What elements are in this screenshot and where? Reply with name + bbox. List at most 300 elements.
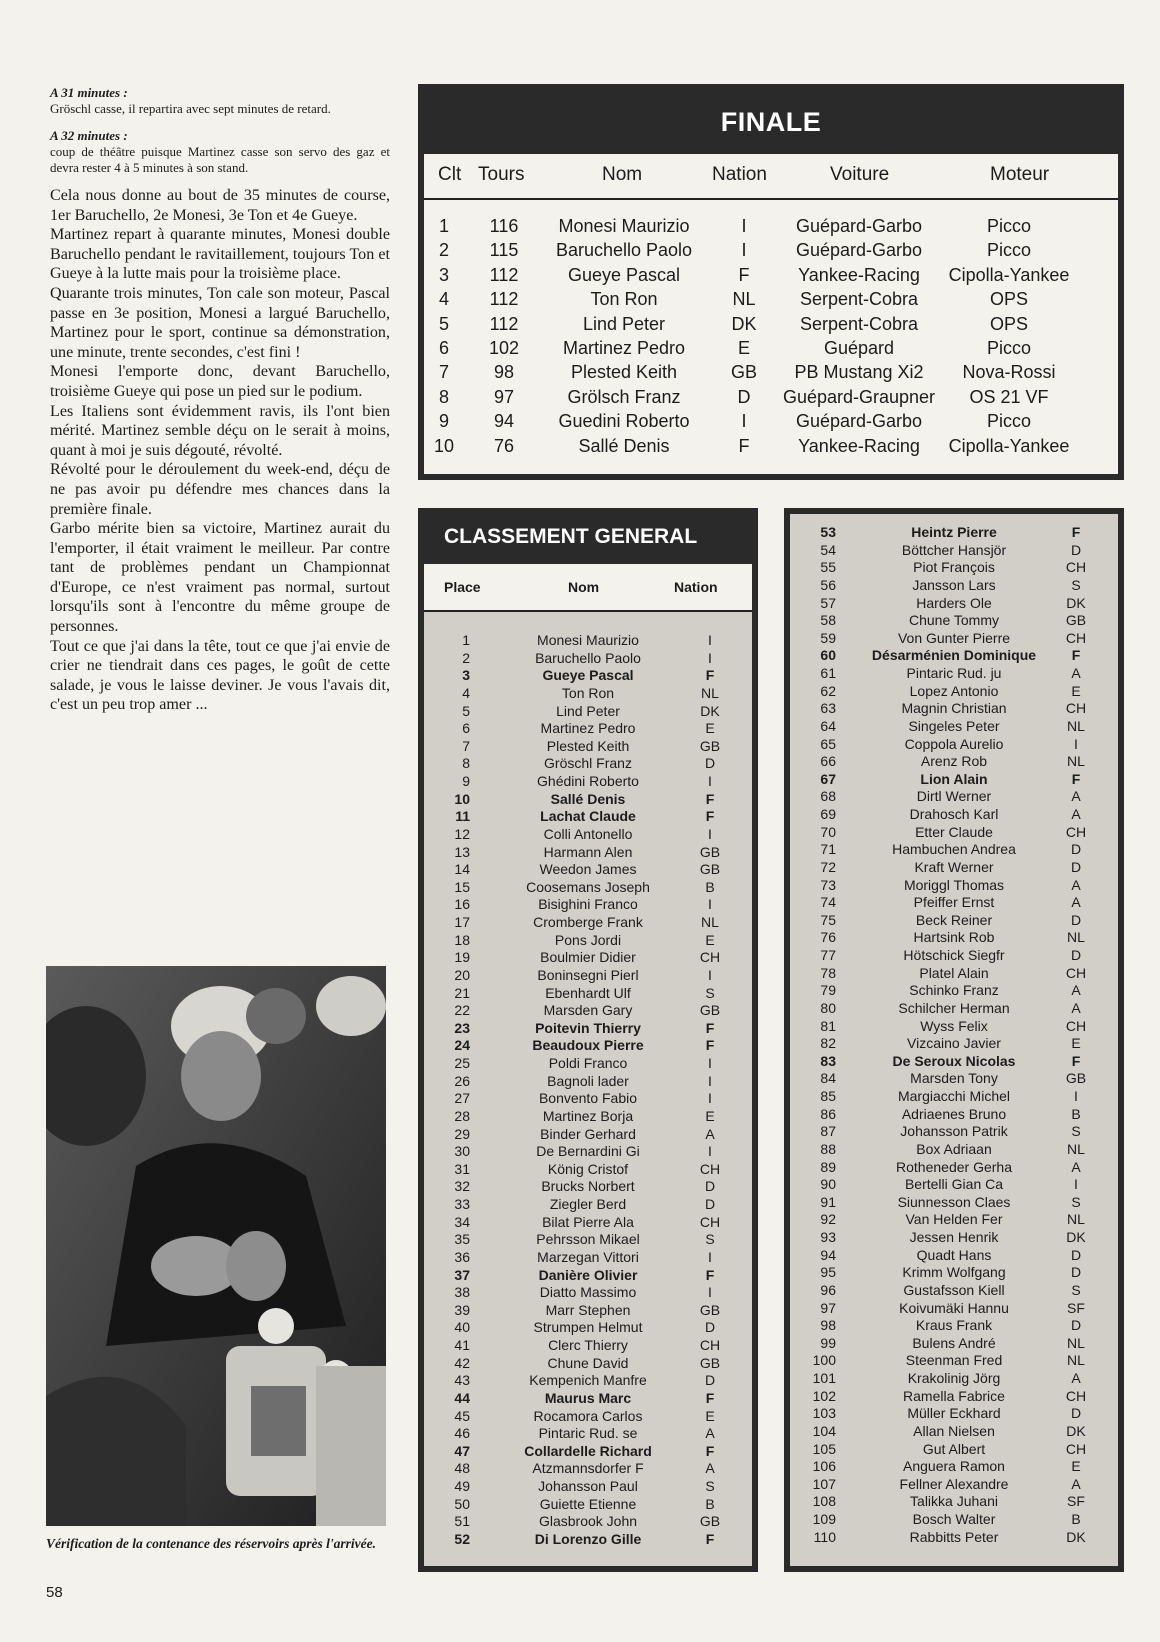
classement-nation: F <box>1071 1052 1081 1069</box>
classement-row <box>424 932 752 950</box>
classement-nation: S <box>1071 1281 1081 1298</box>
paragraph: Tout ce que j'ai dans la tête, tout ce que j'ai envie de crier ne tiendrait dans ces pages, le goût de cette salade, je vous le laisse deviner. Je vous l'avais dit, c'est un peu trop amer ... <box>50 637 390 714</box>
classement-nation: CH <box>699 949 721 966</box>
classement-place: 77 <box>820 947 836 963</box>
classement-name: Ton Ron <box>561 684 615 701</box>
classement-nation: B <box>1071 1511 1081 1527</box>
classement-row <box>424 1108 752 1126</box>
classement-place: 61 <box>820 665 836 681</box>
classement-name: Danière Olivier <box>538 1266 638 1283</box>
classement-place: 30 <box>454 1143 470 1160</box>
classement-row <box>424 1214 752 1232</box>
classement-row <box>424 1231 752 1249</box>
classement-row <box>790 700 1118 718</box>
classement-name: Gut Albert <box>922 1440 986 1457</box>
finale-cell-nation: F <box>738 264 750 285</box>
finale-cell-nation: D <box>737 386 751 407</box>
classement-row <box>790 753 1118 771</box>
classement-row <box>790 1370 1118 1388</box>
finale-cell-clt: 10 <box>433 435 455 456</box>
classement-row <box>790 894 1118 912</box>
classement-place: 50 <box>454 1495 470 1512</box>
classement-name: Lind Peter <box>556 702 620 719</box>
classement-name: Colli Antonello <box>543 825 633 842</box>
classement-place: 60 <box>820 647 836 664</box>
classement-place: 8 <box>462 755 470 772</box>
classement-name: Hambuchen Andrea <box>892 841 1016 858</box>
classement-name: Rocamora Carlos <box>533 1407 643 1424</box>
classement-row <box>790 806 1118 824</box>
classement-nation: GB <box>699 1354 721 1371</box>
classement-row <box>424 985 752 1003</box>
classement-row <box>790 1423 1118 1441</box>
classement-place: 34 <box>454 1213 470 1230</box>
classement-place: 106 <box>812 1458 836 1475</box>
photo-illustration <box>46 966 386 1526</box>
classement-table-2 <box>790 514 1118 1566</box>
classement-place: 100 <box>812 1352 836 1369</box>
classement-name: Schinko Franz <box>909 982 999 999</box>
classement-place: 4 <box>462 684 470 701</box>
classement-place: 91 <box>820 1193 836 1210</box>
classement-nation: I <box>1074 1088 1078 1104</box>
finale-cell-voiture: Guépard-Garbo <box>795 240 923 261</box>
classement-nation: DK <box>1066 1229 1086 1245</box>
classement-place: 47 <box>454 1442 470 1459</box>
classement-nation: A <box>1071 982 1081 999</box>
note-time-1: A 31 minutes : <box>50 85 128 100</box>
classement-nation: B <box>705 878 715 895</box>
classement-name: Poitevin Thierry <box>535 1019 641 1036</box>
finale-title: FINALE <box>720 107 822 137</box>
classement-name: Sallé Denis <box>550 790 626 807</box>
classement-place: 78 <box>820 964 836 981</box>
classement-place: 84 <box>820 1070 836 1087</box>
classement-name: Harmann Alen <box>543 843 633 860</box>
classement-name: Beaudoux Pierre <box>532 1037 644 1054</box>
classement-nation: I <box>708 1143 712 1160</box>
article-column <box>50 84 390 715</box>
classement-row <box>790 1123 1118 1141</box>
classement-row <box>790 1088 1118 1106</box>
classement-place: 21 <box>454 984 470 1001</box>
classement-nation: S <box>705 1478 715 1494</box>
classement-header-row <box>424 564 752 612</box>
finale-row <box>424 336 1118 360</box>
classement-name: Bilat Pierre Ala <box>542 1213 634 1230</box>
classement-place: 102 <box>812 1387 836 1404</box>
classement-place: 94 <box>820 1246 836 1263</box>
classement-name: Moriggl Thomas <box>903 876 1005 893</box>
classement-name: Boulmier Didier <box>540 949 636 966</box>
classement-row <box>790 1176 1118 1194</box>
classement-nation: F <box>705 667 715 684</box>
classement-place: 105 <box>812 1440 836 1457</box>
classement-nation: F <box>705 790 715 807</box>
classement-nation: F <box>705 1037 715 1054</box>
classement-name: Johansson Patrik <box>900 1123 1008 1140</box>
classement-name: De Seroux Nicolas <box>892 1052 1016 1069</box>
classement-nation: S <box>1071 1123 1081 1140</box>
classement-nation: A <box>1071 1370 1081 1386</box>
classement-name: Binder Gerhard <box>540 1125 636 1142</box>
classement-name: Clerc Thierry <box>548 1337 628 1353</box>
classement-row <box>424 1073 752 1091</box>
classement-name: Collardelle Richard <box>524 1442 652 1459</box>
classement-nation: I <box>708 896 712 913</box>
finale-cell-voiture: Guépard-Garbo <box>795 216 923 236</box>
classement-nation: A <box>1071 1158 1081 1175</box>
finale-cell-nom: Gueye Pascal <box>567 264 681 285</box>
classement-place: 108 <box>812 1493 836 1510</box>
finale-cell-clt: 3 <box>438 264 449 285</box>
classement-place: 65 <box>820 735 836 752</box>
classement-nation: NL <box>1067 1140 1085 1157</box>
classement-nation: CH <box>1065 629 1087 646</box>
classement-name: Di Lorenzo Gille <box>534 1530 642 1547</box>
classement-nation: NL <box>701 684 719 701</box>
classement-row <box>424 861 752 879</box>
classement-nation: NL <box>1067 929 1085 946</box>
classement-name: Pintaric Rud. ju <box>906 665 1002 681</box>
classement-name: Cromberge Frank <box>533 914 643 930</box>
finale-cell-nom: Martinez Pedro <box>562 337 686 358</box>
classement-name: Chune David <box>547 1354 629 1371</box>
header-nation: Nation <box>674 579 718 595</box>
classement-row <box>790 559 1118 577</box>
classement-place: 54 <box>820 541 836 558</box>
classement-row <box>790 542 1118 560</box>
finale-cell-tours: 76 <box>493 435 515 456</box>
classement-row <box>790 718 1118 736</box>
finale-row <box>424 287 1118 311</box>
classement-name: Lopez Antonio <box>909 682 999 699</box>
classement-table <box>424 564 752 1566</box>
classement-place: 43 <box>454 1372 470 1389</box>
classement-nation: CH <box>1065 964 1087 981</box>
finale-cell-nom: Lind Peter <box>582 313 666 334</box>
classement-name: Piot François <box>913 559 995 576</box>
classement-row <box>424 826 752 844</box>
classement-row <box>790 1229 1118 1247</box>
classement-nation: E <box>705 931 715 948</box>
classement-row <box>790 1194 1118 1212</box>
classement-place: 52 <box>454 1530 470 1547</box>
classement-place: 87 <box>820 1123 836 1140</box>
page-number: 58 <box>46 1584 63 1601</box>
classement-nation: F <box>705 1266 715 1283</box>
classement-name: Boninsegni Pierl <box>537 966 639 983</box>
classement-place: 13 <box>454 843 470 860</box>
classement-nation: GB <box>699 1002 721 1019</box>
classement-name: Harders Ole <box>916 594 992 611</box>
classement-row <box>790 1405 1118 1423</box>
classement-row <box>424 1178 752 1196</box>
classement-nation: I <box>708 966 712 983</box>
classement-name: Steenman Fred <box>905 1352 1003 1369</box>
classement-place: 57 <box>820 594 836 611</box>
classement-row <box>790 1476 1118 1494</box>
paragraph: Martinez repart à quarante minutes, Monesi double Baruchello pendant le ravitaillement, toujours Ton et Gueye à la lutte mais pour la troisième place. <box>50 226 390 283</box>
classement-name: Guiette Etienne <box>539 1495 637 1512</box>
classement-name: Glasbrook John <box>538 1513 638 1530</box>
classement-place: 45 <box>454 1407 470 1424</box>
article-body <box>50 186 390 715</box>
finale-cell-nom: Monesi Maurizio <box>558 216 690 236</box>
classement-nation: CH <box>699 1213 721 1230</box>
classement-name: Rotheneder Gerha <box>896 1158 1012 1175</box>
classement-place: 83 <box>820 1052 836 1069</box>
classement-row <box>790 736 1118 754</box>
classement-nation: NL <box>1067 1352 1085 1369</box>
classement-title: CLASSEMENT GENERAL <box>444 525 698 548</box>
classement-place: 42 <box>454 1354 470 1371</box>
classement-list-1 <box>424 612 752 1549</box>
classement-nation: CH <box>699 1160 721 1177</box>
classement-nation: D <box>1070 911 1082 928</box>
classement-row <box>790 1317 1118 1335</box>
header-nation: Nation <box>712 164 767 185</box>
classement-place: 92 <box>820 1211 836 1228</box>
classement-row <box>790 929 1118 947</box>
classement-name: Adriaenes Bruno <box>901 1105 1007 1122</box>
finale-cell-voiture: Yankee-Racing <box>798 435 920 456</box>
classement-place: 40 <box>454 1319 470 1336</box>
finale-cell-voiture: PB Mustang Xi2 <box>794 362 924 383</box>
finale-cell-moteur: Picco <box>986 240 1031 261</box>
classement-name: Wyss Felix <box>920 1017 988 1034</box>
classement-place: 22 <box>454 1002 470 1019</box>
classement-name: Dirtl Werner <box>916 788 992 805</box>
finale-cell-tours: 112 <box>489 313 519 334</box>
classement-row <box>424 1267 752 1285</box>
classement-nation: DK <box>1066 594 1086 611</box>
classement-row <box>424 1531 752 1549</box>
finale-row <box>424 434 1118 458</box>
finale-cell-voiture: Serpent-Cobra <box>799 289 919 310</box>
classement-nation: A <box>1071 1475 1081 1492</box>
classement-nation: I <box>708 632 712 648</box>
classement-row <box>790 965 1118 983</box>
classement-place: 9 <box>462 773 470 789</box>
classement-nation: A <box>1071 999 1081 1016</box>
classement-name: Pons Jordi <box>554 931 622 948</box>
classement-nation: E <box>705 1407 715 1424</box>
classement-nation: DK <box>1066 1528 1086 1545</box>
classement-nation: D <box>1070 947 1082 963</box>
classement-place: 17 <box>454 914 470 930</box>
classement-row <box>424 879 752 897</box>
classement-place: 37 <box>454 1266 470 1283</box>
classement-nation: CH <box>1065 559 1087 576</box>
finale-cell-moteur: OPS <box>989 313 1028 334</box>
classement-name: Hartsink Rob <box>913 929 995 946</box>
classement-row <box>424 1126 752 1144</box>
classement-place: 49 <box>454 1478 470 1494</box>
classement-name: Singeles Peter <box>908 717 1000 734</box>
photo-caption: Vérification de la contenance des réservoirs après l'arrivée. <box>46 1536 376 1551</box>
classement-row <box>424 1496 752 1514</box>
finale-cell-tours: 116 <box>489 216 519 236</box>
classement-name: Pfeiffer Ernst <box>913 894 995 911</box>
classement-row <box>424 1002 752 1020</box>
classement-place: 39 <box>454 1301 470 1318</box>
classement-row <box>790 1264 1118 1282</box>
classement-name: Von Gunter Pierre <box>897 629 1011 646</box>
classement-row <box>790 1070 1118 1088</box>
classement-row <box>424 1090 752 1108</box>
classement-row <box>790 824 1118 842</box>
classement-place: 110 <box>813 1528 836 1545</box>
finale-cell-voiture: Guépard-Garbo <box>795 411 923 432</box>
classement-place: 31 <box>454 1160 470 1177</box>
classement-place: 101 <box>812 1370 836 1386</box>
classement-nation: S <box>1071 576 1081 593</box>
classement-place: 88 <box>820 1140 836 1157</box>
classement-name: Etter Claude <box>915 823 993 840</box>
classement-name: Atzmannsdorfer F <box>532 1460 644 1477</box>
classement-place: 10 <box>454 790 470 807</box>
classement-name: Bosch Walter <box>912 1511 996 1527</box>
classement-name: Bulens André <box>912 1334 996 1351</box>
classement-place: 27 <box>454 1090 470 1107</box>
classement-place: 26 <box>454 1072 470 1089</box>
classement-nation: GB <box>1065 612 1087 629</box>
classement-row <box>790 630 1118 648</box>
classement-nation: F <box>1071 524 1081 540</box>
classement-row <box>790 524 1118 542</box>
classement-row <box>424 1390 752 1408</box>
finale-row <box>424 385 1118 409</box>
classement-name: Marsden Gary <box>543 1002 633 1019</box>
classement-row <box>424 650 752 668</box>
finale-cell-nation: GB <box>730 362 757 383</box>
header-nom: Nom <box>602 164 643 185</box>
classement-name: Schilcher Herman <box>898 999 1010 1016</box>
classement-name: Bagnoli lader <box>547 1072 629 1089</box>
classement-nation: NL <box>1067 1334 1085 1351</box>
classement-nation: F <box>705 1442 715 1459</box>
classement-name: Hötschick Siegfr <box>903 947 1005 963</box>
classement-nation: A <box>705 1125 715 1142</box>
classement-place: 32 <box>454 1178 470 1195</box>
classement-nation: I <box>708 1055 712 1071</box>
classement-name: Müller Eckhard <box>907 1405 1001 1422</box>
classement-place: 75 <box>820 911 836 928</box>
finale-cell-nation: DK <box>731 313 757 334</box>
finale-row <box>424 263 1118 287</box>
classement-row <box>424 703 752 721</box>
classement-place: 38 <box>454 1284 470 1301</box>
classement-name: Box Adriaan <box>916 1140 992 1157</box>
note-time-2: A 32 minutes : <box>50 128 128 143</box>
classement-name: Fellner Alexandre <box>899 1475 1009 1492</box>
classement-row <box>790 982 1118 1000</box>
finale-cell-voiture: Guépard <box>823 337 895 358</box>
classement-place: 14 <box>454 861 470 878</box>
classement-row <box>790 577 1118 595</box>
classement-name: König Cristof <box>547 1160 629 1177</box>
finale-cell-nom: Ton Ron <box>590 289 658 310</box>
finale-row <box>424 409 1118 433</box>
classement-row <box>790 1018 1118 1036</box>
finale-cell-clt: 8 <box>438 386 449 407</box>
classement-nation: NL <box>1067 753 1085 770</box>
classement-row <box>424 1196 752 1214</box>
classement-place: 95 <box>820 1264 836 1281</box>
classement-name: Krimm Wolfgang <box>902 1264 1006 1281</box>
classement-place: 73 <box>820 876 836 893</box>
classement-nation: A <box>1071 665 1081 681</box>
classement-nation: D <box>704 1196 716 1212</box>
classement-nation: GB <box>699 1301 721 1318</box>
classement-row <box>790 1511 1118 1529</box>
classement-place: 76 <box>820 929 836 946</box>
classement-nation: CH <box>699 1337 721 1353</box>
classement-place: 18 <box>454 931 470 948</box>
classement-row <box>424 1443 752 1461</box>
classement-nation: I <box>708 649 712 666</box>
classement-name: Krakolinig Jörg <box>907 1370 1001 1386</box>
classement-nation: D <box>1070 1317 1082 1334</box>
classement-row <box>424 667 752 685</box>
classement-place: 107 <box>812 1475 836 1492</box>
paragraph: Quarante trois minutes, Ton cale son moteur, Pascal passe en 3e position, Monesi a largué Baruchello, Martinez pour le sport, continue sa démonstration, une minute, trente secondes, c'est fini ! <box>50 284 390 361</box>
finale-cell-clt: 4 <box>438 289 449 310</box>
classement-place: 11 <box>455 808 470 825</box>
classement-place: 44 <box>454 1389 470 1406</box>
classement-place: 90 <box>820 1176 836 1193</box>
finale-cell-clt: 1 <box>438 216 449 236</box>
classement-place: 29 <box>454 1125 470 1142</box>
classement-row <box>790 665 1118 683</box>
classement-nation: F <box>705 808 715 825</box>
classement-place: 97 <box>820 1299 836 1316</box>
classement-row <box>424 1460 752 1478</box>
classement-place: 103 <box>812 1405 836 1422</box>
classement-place: 46 <box>454 1425 470 1442</box>
classement-name: Plested Keith <box>546 737 630 754</box>
classement-nation: I <box>708 1072 712 1089</box>
classement-place: 104 <box>812 1422 836 1439</box>
classement-nation: DK <box>700 702 720 719</box>
classement-row <box>424 720 752 738</box>
classement-row <box>424 1355 752 1373</box>
classement-place: 99 <box>820 1334 836 1351</box>
classement-place: 72 <box>820 858 836 875</box>
classement-row <box>790 1335 1118 1353</box>
classement-row <box>424 949 752 967</box>
classement-name: Brucks Norbert <box>541 1178 635 1195</box>
classement-nation: NL <box>701 914 719 930</box>
classement-row <box>790 1000 1118 1018</box>
classement-general-panel <box>418 508 758 1572</box>
finale-row <box>424 214 1118 238</box>
finale-cell-clt: 7 <box>438 362 449 383</box>
header-nom: Nom <box>568 579 600 595</box>
classement-row <box>424 1513 752 1531</box>
header-moteur: Moteur <box>990 164 1050 185</box>
classement-list-2 <box>790 514 1118 1546</box>
finale-cell-voiture: Guépard-Graupner <box>782 386 936 407</box>
classement-row <box>424 914 752 932</box>
classement-place: 59 <box>820 629 836 646</box>
classement-nation: D <box>1070 841 1082 858</box>
classement-nation: D <box>1070 858 1082 875</box>
classement-nation: CH <box>1065 1017 1087 1034</box>
note-text-1: Gröschl casse, il repartira avec sept minutes de retard. <box>50 101 331 116</box>
classement-name: Beck Reiner <box>915 911 993 928</box>
